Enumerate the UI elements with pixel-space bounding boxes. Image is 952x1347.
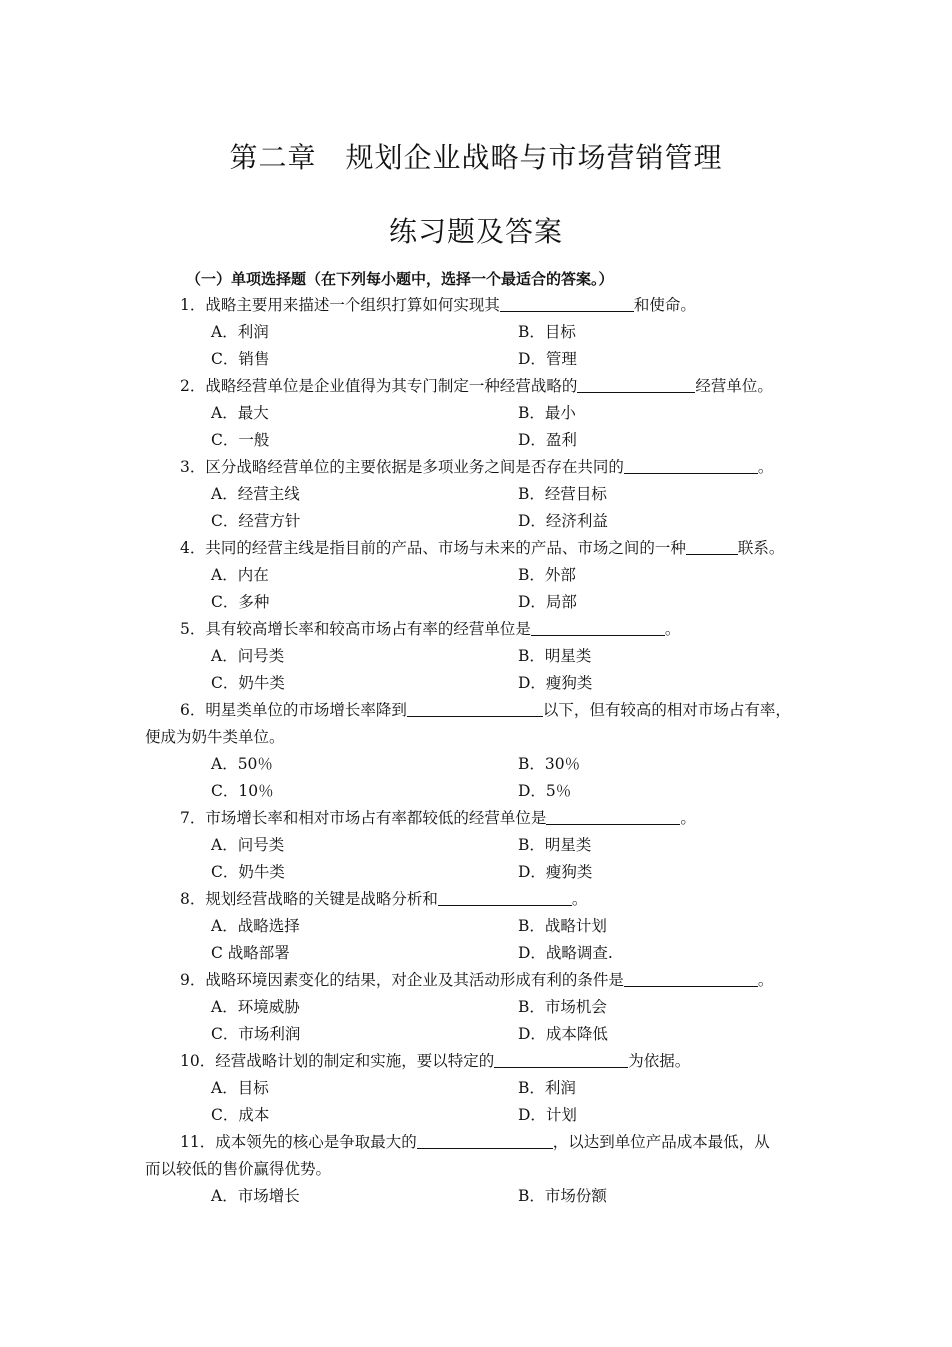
option-row bbox=[0, 508, 952, 535]
question-4 bbox=[0, 535, 952, 562]
question-text: 5．具有较高增长率和较高市场占有率的经营单位是 bbox=[180, 620, 531, 638]
question-text: 2．战略经营单位是企业值得为其专门制定一种经营战略的 bbox=[180, 377, 578, 395]
option-row bbox=[0, 751, 952, 778]
option-b: B．最小 bbox=[518, 404, 576, 422]
question-text-end: 。 bbox=[664, 620, 681, 638]
question-text: 6．明星类单位的市场增长率降到 bbox=[180, 701, 407, 719]
option-b: B．目标 bbox=[518, 323, 576, 341]
question-1 bbox=[0, 292, 952, 319]
question-9 bbox=[0, 967, 952, 994]
option-c: C．奶牛类 bbox=[211, 863, 285, 881]
option-d: D．盈利 bbox=[518, 431, 577, 449]
option-row bbox=[0, 670, 952, 697]
option-row bbox=[0, 859, 952, 886]
option-c: C．经营方针 bbox=[211, 512, 301, 530]
option-a: A．最大 bbox=[211, 404, 269, 422]
question-text-end: 以下，但有较高的相对市场占有率， bbox=[542, 701, 791, 719]
option-row bbox=[0, 481, 952, 508]
question-text-end: 。 bbox=[757, 971, 774, 989]
option-row bbox=[0, 778, 952, 805]
option-d: D．局部 bbox=[518, 593, 577, 611]
option-c: C．销售 bbox=[211, 350, 270, 368]
chapter-title: 第二章 规划企业战略与市场营销管理 bbox=[229, 141, 723, 174]
option-row bbox=[0, 427, 952, 454]
option-b: B．市场机会 bbox=[518, 998, 607, 1016]
option-row bbox=[0, 346, 952, 373]
option-b: B．战略计划 bbox=[518, 917, 607, 935]
option-row bbox=[0, 913, 952, 940]
question-6 bbox=[0, 697, 952, 724]
option-c: C．成本 bbox=[211, 1106, 270, 1124]
answer-blank bbox=[500, 293, 634, 312]
option-d: D．战略调查. bbox=[518, 944, 613, 962]
option-b: B．利润 bbox=[518, 1079, 576, 1097]
option-b: B．明星类 bbox=[518, 836, 592, 854]
option-row bbox=[0, 1075, 952, 1102]
option-d: D．成本降低 bbox=[518, 1025, 608, 1043]
option-d: D．计划 bbox=[518, 1106, 577, 1124]
option-a: A．战略选择 bbox=[211, 917, 300, 935]
question-5 bbox=[0, 616, 952, 643]
option-row bbox=[0, 562, 952, 589]
answer-blank bbox=[438, 887, 572, 906]
question-11-continuation: 而以较低的售价赢得优势。 bbox=[145, 1160, 332, 1178]
option-d: D．管理 bbox=[518, 350, 577, 368]
answer-blank bbox=[531, 617, 665, 636]
question-3 bbox=[0, 454, 952, 481]
option-row bbox=[0, 1102, 952, 1129]
option-row bbox=[0, 832, 952, 859]
option-b: B．明星类 bbox=[518, 647, 592, 665]
option-d: D．5％ bbox=[518, 782, 572, 800]
answer-blank bbox=[624, 455, 758, 474]
question-text: 3．区分战略经营单位的主要依据是多项业务之间是否存在共同的 bbox=[180, 458, 624, 476]
question-text-end: 联系。 bbox=[737, 539, 785, 557]
question-text: 8．规划经营战略的关键是战略分析和 bbox=[180, 890, 438, 908]
option-a: A．50％ bbox=[211, 755, 273, 773]
answer-blank bbox=[624, 968, 758, 987]
option-c: C．市场利润 bbox=[211, 1025, 301, 1043]
question-list bbox=[0, 292, 952, 1210]
question-7 bbox=[0, 805, 952, 832]
option-c: C．多种 bbox=[211, 593, 270, 611]
option-row bbox=[0, 319, 952, 346]
question-text-end: 。 bbox=[757, 458, 774, 476]
option-a: A．目标 bbox=[211, 1079, 269, 1097]
answer-blank bbox=[686, 536, 738, 555]
option-a: A．问号类 bbox=[211, 836, 285, 854]
option-d: D．瘦狗类 bbox=[518, 863, 593, 881]
option-row bbox=[0, 1021, 952, 1048]
question-10 bbox=[0, 1048, 952, 1075]
question-text-end: 。 bbox=[571, 890, 588, 908]
question-text-end: 和使命。 bbox=[633, 296, 696, 314]
question-text-end: 为依据。 bbox=[628, 1052, 691, 1070]
question-text: 1．战略主要用来描述一个组织打算如何实现其 bbox=[180, 296, 500, 314]
question-text-end: 。 bbox=[680, 809, 696, 827]
question-text-end: ，以达到单位产品成本最低，从 bbox=[552, 1133, 770, 1151]
question-2 bbox=[0, 373, 952, 400]
option-b: B．30％ bbox=[518, 755, 581, 773]
answer-blank bbox=[546, 806, 680, 825]
option-a: A．环境威胁 bbox=[211, 998, 300, 1016]
option-a: A．内在 bbox=[211, 566, 269, 584]
option-c: C．奶牛类 bbox=[211, 674, 285, 692]
question-text: 4．共同的经营主线是指目前的产品、市场与未来的产品、市场之间的一种 bbox=[180, 539, 686, 557]
option-row bbox=[0, 589, 952, 616]
option-a: A．经营主线 bbox=[211, 485, 300, 503]
option-a: A．利润 bbox=[211, 323, 269, 341]
section-heading: （一）单项选择题（在下列每小题中，选择一个最适合的答案。） bbox=[186, 270, 614, 288]
option-row bbox=[0, 400, 952, 427]
option-d: D．瘦狗类 bbox=[518, 674, 593, 692]
answer-blank bbox=[417, 1130, 553, 1149]
question-text: 10．经营战略计划的制定和实施，要以特定的 bbox=[180, 1052, 495, 1070]
option-row bbox=[0, 643, 952, 670]
question-text: 11．成本领先的核心是争取最大的 bbox=[180, 1133, 417, 1151]
question-text-end: 经营单位。 bbox=[695, 377, 773, 395]
option-row bbox=[0, 1183, 952, 1210]
option-a: A．市场增长 bbox=[211, 1187, 300, 1205]
question-text: 9．战略环境因素变化的结果，对企业及其活动形成有利的条件是 bbox=[180, 971, 624, 989]
answer-blank bbox=[407, 698, 543, 717]
option-d: D．经济利益 bbox=[518, 512, 608, 530]
option-b: B．市场份额 bbox=[518, 1187, 607, 1205]
option-c: C 战略部署 bbox=[211, 944, 290, 962]
option-c: C．10％ bbox=[211, 782, 274, 800]
question-6-continuation: 便成为奶牛类单位。 bbox=[145, 728, 285, 746]
answer-blank bbox=[577, 374, 695, 393]
option-row bbox=[0, 994, 952, 1021]
chapter-subtitle: 练习题及答案 bbox=[388, 215, 563, 248]
option-b: B．外部 bbox=[518, 566, 576, 584]
question-8 bbox=[0, 886, 952, 913]
option-row bbox=[0, 940, 952, 967]
option-b: B．经营目标 bbox=[518, 485, 607, 503]
answer-blank bbox=[494, 1049, 628, 1068]
question-text: 7．市场增长率和相对市场占有率都较低的经营单位是 bbox=[180, 809, 547, 827]
option-a: A．问号类 bbox=[211, 647, 285, 665]
question-11 bbox=[0, 1129, 952, 1156]
option-c: C．一般 bbox=[211, 431, 270, 449]
